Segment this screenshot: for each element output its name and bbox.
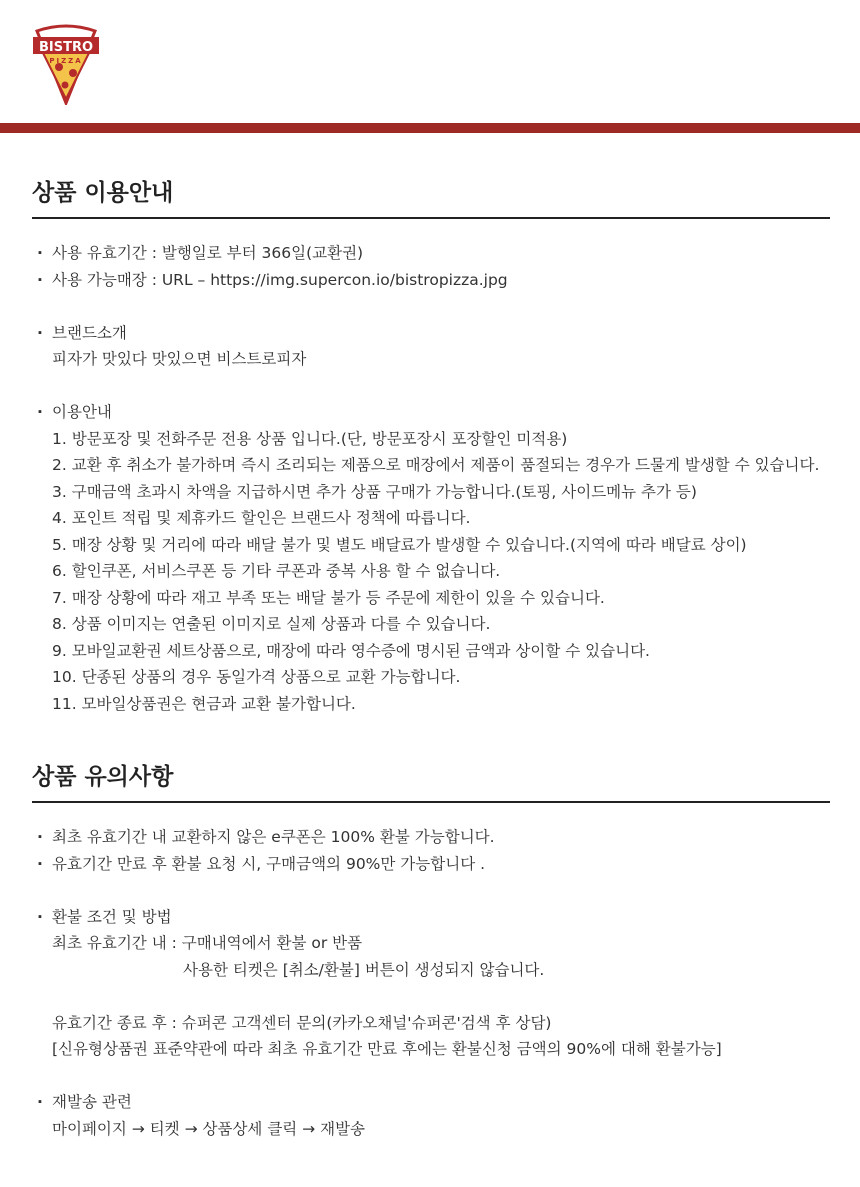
precautions-list bbox=[32, 824, 830, 1142]
usage-item-2: 2. 교환 후 취소가 불가하며 즉시 조리되는 제품으로 매장에서 제품이 품절되는 경우가 드물게 발생할 수 있습니다. bbox=[52, 456, 820, 474]
page-header bbox=[0, 0, 860, 123]
refund-after-note: [신유형상품권 표준약관에 따라 최초 유효기간 만료 후에는 환불신청 금액의 90%에 대해 환불가능] bbox=[52, 1040, 722, 1058]
brand-intro-label: · 브랜드소개 bbox=[32, 320, 830, 347]
refund-partial-info: · 유효기간 만료 후 환불 요청 시, 구매금액의 90%만 가능합니다 . bbox=[32, 851, 830, 878]
usage-item-8: 8. 상품 이미지는 연출된 이미지로 실제 상품과 다를 수 있습니다. bbox=[52, 615, 491, 633]
usage-item-6: 6. 할인쿠폰, 서비스쿠폰 등 기타 쿠폰과 중복 사용 할 수 없습니다. bbox=[52, 562, 501, 580]
logo-text-bistro: BISTRO bbox=[38, 40, 94, 55]
refund-within-note: 사용한 티켓은 [취소/환불] 버튼이 생성되지 않습니다. bbox=[183, 960, 545, 979]
usage-item-7: 7. 매장 상황에 따라 재고 부족 또는 배달 불가 등 주문에 제한이 있을 수 있습니다. bbox=[52, 588, 605, 607]
refund-after-period: 유효기간 종료 후 : 슈퍼콘 고객센터 문의(카카오채널'슈퍼콘'검색 후 상담) bbox=[52, 1013, 552, 1032]
usage-label: · 이용안내 bbox=[32, 399, 830, 426]
stores-info: · 사용 가능매장 : URL – https://img.supercon.io/bistropizza.jpg bbox=[32, 267, 830, 294]
usage-list bbox=[32, 240, 830, 717]
section-title-precautions: 상품 유의사항 bbox=[32, 761, 830, 803]
section-title-usage: 상품 이용안내 bbox=[32, 177, 830, 219]
usage-guide-section bbox=[32, 177, 830, 717]
logo-text-pizza: PIZZA bbox=[49, 57, 83, 65]
usage-item-11: 11. 모바일상품권은 현금과 교환 불가합니다. bbox=[52, 694, 356, 713]
usage-item-1: 1. 방문포장 및 전화주문 전용 상품 입니다.(단, 방문포장시 포장할인 미적용) bbox=[52, 429, 568, 448]
usage-item-5: 5. 매장 상황 및 거리에 따라 배달 불가 및 별도 배달료가 발생할 수 있습니다.(지역에 따라 배달료 상이) bbox=[52, 535, 747, 554]
usage-item-9: 9. 모바일교환권 세트상품으로, 매장에 따라 영수증에 명시된 금액과 상이할 수 있습니다. bbox=[52, 641, 650, 660]
usage-item-4: 4. 포인트 적립 및 제휴카드 할인은 브랜드사 정책에 따릅니다. bbox=[52, 509, 471, 527]
precautions-section bbox=[32, 761, 830, 1142]
resend-path: 마이페이지 → 티켓 → 상품상세 클릭 → 재발송 bbox=[52, 1119, 366, 1138]
usage-item-10: 10. 단종된 상품의 경우 동일가격 상품으로 교환 가능합니다. bbox=[52, 668, 461, 686]
brand-intro-text: 피자가 맛있다 맛있으면 비스트로피자 bbox=[52, 350, 307, 368]
resend-label: · 재발송 관련 bbox=[32, 1089, 830, 1116]
bistro-pizza-logo bbox=[33, 23, 99, 105]
usage-item-3: 3. 구매금액 초과시 차액을 지급하시면 추가 상품 구매가 가능합니다.(토핑, 사이드메뉴 추가 등) bbox=[52, 482, 697, 501]
header-band bbox=[0, 123, 860, 133]
refund-method-label: · 환불 조건 및 방법 bbox=[32, 904, 830, 931]
validity-info: · 사용 유효기간 : 발행일로 부터 366일(교환권) bbox=[32, 240, 830, 267]
refund-full-info: · 최초 유효기간 내 교환하지 않은 e쿠폰은 100% 환불 가능합니다. bbox=[32, 824, 830, 851]
refund-within-period: 최초 유효기간 내 : 구매내역에서 환불 or 반품 bbox=[52, 934, 363, 952]
content bbox=[0, 133, 860, 1142]
